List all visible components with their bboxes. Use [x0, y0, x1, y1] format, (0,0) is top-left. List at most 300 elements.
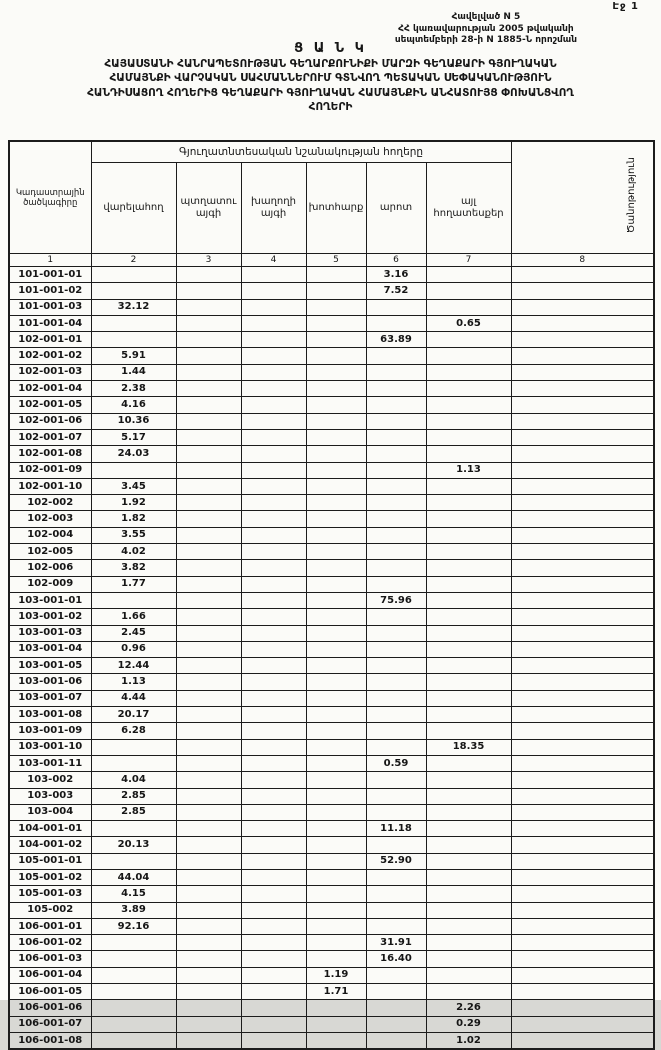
land-value-cell: 3.45 [91, 478, 176, 494]
land-value-cell [511, 788, 654, 804]
land-value-cell [241, 869, 306, 885]
cadastral-code-cell: 101-001-04 [9, 315, 91, 331]
land-value-cell [306, 837, 366, 853]
cadastral-code-cell: 103-001-01 [9, 592, 91, 608]
table-row [9, 592, 654, 608]
land-value-cell: 3.55 [91, 527, 176, 543]
land-value-cell [366, 902, 426, 918]
land-value-cell [426, 527, 511, 543]
land-value-cell [306, 429, 366, 445]
land-value-cell [241, 462, 306, 478]
land-value-cell [426, 283, 511, 299]
table-row [9, 364, 654, 380]
column-number-8: 8 [511, 254, 654, 267]
land-value-cell [176, 869, 241, 885]
cadastral-code-cell: 106-001-03 [9, 951, 91, 967]
table-row [9, 332, 654, 348]
land-value-cell [306, 902, 366, 918]
land-value-cell [176, 511, 241, 527]
land-value-cell [366, 527, 426, 543]
land-value-cell [511, 625, 654, 641]
land-value-cell [366, 674, 426, 690]
land-value-cell [306, 283, 366, 299]
land-value-cell [426, 772, 511, 788]
land-value-cell [306, 511, 366, 527]
land-value-cell [426, 658, 511, 674]
land-value-cell [426, 446, 511, 462]
land-value-cell [176, 267, 241, 283]
table-row [9, 935, 654, 951]
land-value-cell [176, 837, 241, 853]
subtitle-line-2: ՀԱՄԱՅՆՔԻ ՎԱՐՉԱԿԱՆ ՍԱՀՄԱՆՆԵՐՈՒՄ ԳՏՆՎՈՂ ՊԵՏԱԿԱՆ ՍԵՓԱԿԱՆՈՒԹՅՈՒՆ [109, 72, 552, 85]
land-value-cell [426, 902, 511, 918]
cadastral-code-cell: 103-002 [9, 772, 91, 788]
land-value-cell [176, 364, 241, 380]
land-value-cell: 1.02 [426, 1032, 511, 1049]
land-value-cell: 1.82 [91, 511, 176, 527]
land-value-cell: 1.13 [426, 462, 511, 478]
land-value-cell [511, 658, 654, 674]
land-value-cell: 24.03 [91, 446, 176, 462]
cadastral-code-cell: 105-002 [9, 902, 91, 918]
land-value-cell [426, 984, 511, 1000]
land-value-cell [511, 576, 654, 592]
land-value-cell [366, 641, 426, 657]
land-value-cell: 44.04 [91, 869, 176, 885]
land-value-cell [511, 984, 654, 1000]
land-value-cell: 52.90 [366, 853, 426, 869]
land-value-cell: 12.44 [91, 658, 176, 674]
land-value-cell: 92.16 [91, 918, 176, 934]
land-value-cell [176, 723, 241, 739]
land-value-cell [176, 332, 241, 348]
land-value-cell: 16.40 [366, 951, 426, 967]
cadastral-code-cell: 102-006 [9, 560, 91, 576]
column-header-vineyard: խաղողի այգի [241, 163, 306, 254]
land-value-cell [306, 397, 366, 413]
land-value-cell [306, 658, 366, 674]
land-value-cell [306, 1000, 366, 1016]
land-value-cell [91, 283, 176, 299]
table-row [9, 984, 654, 1000]
land-value-cell [306, 918, 366, 934]
land-value-cell [176, 674, 241, 690]
land-value-cell [176, 1000, 241, 1016]
land-value-cell [91, 951, 176, 967]
land-value-cell [511, 951, 654, 967]
land-value-cell [241, 1032, 306, 1049]
land-value-cell: 3.82 [91, 560, 176, 576]
land-value-cell [426, 429, 511, 445]
column-number-1: 1 [9, 254, 91, 267]
land-value-cell [241, 1000, 306, 1016]
land-value-cell [426, 576, 511, 592]
land-value-cell [241, 397, 306, 413]
code-column-header: Կադաստրային ծածկագիրը [9, 141, 91, 254]
land-value-cell [91, 332, 176, 348]
land-value-cell: 0.29 [426, 1016, 511, 1032]
note-column-header: Ծանոթություն [626, 157, 638, 234]
land-value-cell [176, 576, 241, 592]
land-value-cell [241, 837, 306, 853]
table-row [9, 283, 654, 299]
land-value-cell [511, 364, 654, 380]
land-value-cell [366, 739, 426, 755]
land-value-cell: 20.17 [91, 707, 176, 723]
table-row [9, 918, 654, 934]
land-value-cell [91, 967, 176, 983]
table-row [9, 674, 654, 690]
cadastral-code-cell: 104-001-02 [9, 837, 91, 853]
land-value-cell [241, 429, 306, 445]
land-value-cell [366, 576, 426, 592]
land-value-cell [306, 886, 366, 902]
land-value-cell [366, 348, 426, 364]
land-value-cell: 3.16 [366, 267, 426, 283]
land-value-cell [241, 446, 306, 462]
land-value-cell [511, 723, 654, 739]
land-value-cell [426, 804, 511, 820]
land-value-cell [426, 625, 511, 641]
column-number-6: 6 [366, 254, 426, 267]
land-value-cell [306, 348, 366, 364]
land-value-cell [366, 495, 426, 511]
land-value-cell [426, 821, 511, 837]
land-value-cell [366, 1032, 426, 1049]
land-value-cell [426, 707, 511, 723]
land-value-cell [306, 527, 366, 543]
cadastral-code-cell: 103-004 [9, 804, 91, 820]
land-value-cell: 4.16 [91, 397, 176, 413]
land-value-cell [426, 478, 511, 494]
cadastral-code-cell: 102-001-02 [9, 348, 91, 364]
land-value-cell [91, 821, 176, 837]
land-value-cell [511, 821, 654, 837]
land-value-cell [241, 902, 306, 918]
cadastral-code-cell: 104-001-01 [9, 821, 91, 837]
cadastral-code-cell: 102-001-07 [9, 429, 91, 445]
table-row [9, 495, 654, 511]
land-value-cell: 2.85 [91, 788, 176, 804]
land-value-cell [366, 788, 426, 804]
table-row [9, 315, 654, 331]
cadastral-code-cell: 102-001-06 [9, 413, 91, 429]
land-value-cell [426, 592, 511, 608]
land-value-cell [306, 478, 366, 494]
cadastral-code-cell: 103-001-03 [9, 625, 91, 641]
land-value-cell [306, 1016, 366, 1032]
column-header-other-lands: այլ հողատեսքեր [426, 163, 511, 254]
document-subtitle [0, 57, 661, 115]
column-number-4: 4 [241, 254, 306, 267]
land-table [8, 140, 655, 1050]
cadastral-code-cell: 101-001-01 [9, 267, 91, 283]
table-row [9, 902, 654, 918]
land-value-cell [426, 413, 511, 429]
land-value-cell [426, 837, 511, 853]
cadastral-code-cell: 102-001-03 [9, 364, 91, 380]
cadastral-code-cell: 102-001-01 [9, 332, 91, 348]
land-value-cell [241, 723, 306, 739]
land-value-cell [241, 299, 306, 315]
column-number-row [9, 254, 654, 267]
land-value-cell [241, 283, 306, 299]
table-body [9, 267, 654, 1050]
note-column-header-cell [511, 141, 654, 254]
land-value-cell [306, 381, 366, 397]
table-row [9, 853, 654, 869]
table-row [9, 527, 654, 543]
land-value-cell [366, 804, 426, 820]
cadastral-code-cell: 103-001-04 [9, 641, 91, 657]
table-row [9, 625, 654, 641]
land-value-cell [511, 283, 654, 299]
table-row [9, 967, 654, 983]
land-value-cell: 1.19 [306, 967, 366, 983]
land-value-cell [426, 495, 511, 511]
table-row [9, 641, 654, 657]
land-value-cell [176, 755, 241, 771]
land-value-cell [306, 804, 366, 820]
land-value-cell: 0.59 [366, 755, 426, 771]
land-value-cell [306, 462, 366, 478]
land-value-cell [306, 935, 366, 951]
land-value-cell [306, 544, 366, 560]
land-value-cell [306, 690, 366, 706]
land-value-cell: 20.13 [91, 837, 176, 853]
cadastral-code-cell: 102-003 [9, 511, 91, 527]
land-value-cell [306, 739, 366, 755]
land-value-cell [241, 772, 306, 788]
cadastral-code-cell: 103-001-08 [9, 707, 91, 723]
land-value-cell [426, 674, 511, 690]
land-value-cell [176, 902, 241, 918]
table-row [9, 886, 654, 902]
land-value-cell [366, 1000, 426, 1016]
land-value-cell: 11.18 [366, 821, 426, 837]
land-value-cell [241, 984, 306, 1000]
land-value-cell [306, 772, 366, 788]
column-number-5: 5 [306, 254, 366, 267]
land-value-cell [176, 772, 241, 788]
land-value-cell [366, 364, 426, 380]
land-value-cell [366, 299, 426, 315]
land-value-cell [241, 544, 306, 560]
land-value-cell [511, 674, 654, 690]
land-value-cell [306, 446, 366, 462]
land-value-cell [426, 690, 511, 706]
land-value-cell [176, 283, 241, 299]
land-value-cell [241, 625, 306, 641]
land-value-cell: 2.38 [91, 381, 176, 397]
group-header-row [9, 141, 654, 163]
cadastral-code-cell: 103-001-11 [9, 755, 91, 771]
land-value-cell [176, 348, 241, 364]
land-value-cell [511, 837, 654, 853]
land-value-cell [366, 625, 426, 641]
subtitle-line-3: ՀԱՆԴԻՍԱՑՈՂ ՀՈՂԵՐԻՑ ԳԵՂԱՔԱՐԻ ԳՅՈՒՂԱԿԱՆ ՀԱՄԱՅՆՔԻՆ ԱՆՀԱՏՈՒՅՑ ՓՈԽԱՆՑՎՈՂ [87, 86, 574, 99]
land-value-cell [241, 267, 306, 283]
column-number-7: 7 [426, 254, 511, 267]
land-value-cell [176, 544, 241, 560]
land-value-cell: 1.66 [91, 609, 176, 625]
land-value-cell [241, 739, 306, 755]
land-value-cell [366, 609, 426, 625]
cadastral-code-cell: 101-001-03 [9, 299, 91, 315]
land-value-cell [511, 609, 654, 625]
land-value-cell [241, 609, 306, 625]
land-value-cell [176, 429, 241, 445]
table-row [9, 429, 654, 445]
cadastral-code-cell: 102-001-08 [9, 446, 91, 462]
table-row [9, 739, 654, 755]
land-value-cell [511, 560, 654, 576]
land-value-cell [241, 413, 306, 429]
land-value-cell [426, 886, 511, 902]
land-value-cell [241, 935, 306, 951]
land-value-cell [366, 429, 426, 445]
cadastral-code-cell: 105-001-02 [9, 869, 91, 885]
page-number: Էջ 1 [612, 1, 639, 12]
land-value-cell [511, 511, 654, 527]
land-value-cell: 2.26 [426, 1000, 511, 1016]
land-value-cell [176, 918, 241, 934]
land-value-cell [176, 804, 241, 820]
land-value-cell [366, 690, 426, 706]
land-value-cell [511, 527, 654, 543]
land-value-cell: 0.65 [426, 315, 511, 331]
land-value-cell [241, 967, 306, 983]
cadastral-code-cell: 103-001-06 [9, 674, 91, 690]
land-value-cell [241, 364, 306, 380]
land-value-cell [176, 495, 241, 511]
land-value-cell [91, 1032, 176, 1049]
land-value-cell [366, 869, 426, 885]
land-value-cell [426, 788, 511, 804]
land-value-cell [426, 511, 511, 527]
cadastral-code-cell: 102-009 [9, 576, 91, 592]
column-header-hayfield: խոտհարք [306, 163, 366, 254]
land-value-cell: 0.96 [91, 641, 176, 657]
cadastral-code-cell: 106-001-06 [9, 1000, 91, 1016]
cadastral-code-cell: 106-001-02 [9, 935, 91, 951]
land-value-cell [426, 609, 511, 625]
land-value-cell [241, 755, 306, 771]
document-title: Ց Ա Ն Կ [294, 41, 367, 56]
land-value-cell [241, 592, 306, 608]
cadastral-code-cell: 102-004 [9, 527, 91, 543]
land-value-cell [241, 478, 306, 494]
land-value-cell [241, 804, 306, 820]
land-value-cell [511, 886, 654, 902]
land-value-cell [511, 315, 654, 331]
land-value-cell [176, 984, 241, 1000]
table-row [9, 869, 654, 885]
cadastral-code-cell: 103-003 [9, 788, 91, 804]
land-value-cell [306, 364, 366, 380]
cadastral-code-cell: 106-001-05 [9, 984, 91, 1000]
land-value-cell: 2.85 [91, 804, 176, 820]
cadastral-code-cell: 102-001-10 [9, 478, 91, 494]
cadastral-code-cell: 103-001-09 [9, 723, 91, 739]
land-value-cell [366, 658, 426, 674]
land-value-cell [511, 853, 654, 869]
land-value-cell [91, 267, 176, 283]
land-value-cell [241, 348, 306, 364]
land-value-cell [511, 544, 654, 560]
land-value-cell [511, 478, 654, 494]
cadastral-code-cell: 106-001-04 [9, 967, 91, 983]
land-value-cell [306, 641, 366, 657]
land-value-cell: 63.89 [366, 332, 426, 348]
cadastral-code-cell: 101-001-02 [9, 283, 91, 299]
annex-line-3: սեպտեմբերի 28-ի N 1885-Ն որոշման [394, 35, 577, 46]
land-value-cell [366, 723, 426, 739]
land-value-cell [426, 967, 511, 983]
land-value-cell [511, 1016, 654, 1032]
land-value-cell: 4.04 [91, 772, 176, 788]
land-value-cell [176, 967, 241, 983]
land-value-cell: 3.89 [91, 902, 176, 918]
land-value-cell [176, 707, 241, 723]
table-row [9, 1032, 654, 1049]
land-value-cell [306, 592, 366, 608]
land-value-cell [241, 641, 306, 657]
land-value-cell [511, 592, 654, 608]
table-row [9, 478, 654, 494]
table-row [9, 267, 654, 283]
land-value-cell [176, 935, 241, 951]
table-row [9, 755, 654, 771]
table-row [9, 348, 654, 364]
land-value-cell [241, 821, 306, 837]
land-value-cell [511, 869, 654, 885]
land-value-cell [241, 951, 306, 967]
land-value-cell: 75.96 [366, 592, 426, 608]
land-value-cell [306, 332, 366, 348]
land-value-cell [91, 462, 176, 478]
land-value-cell: 1.92 [91, 495, 176, 511]
land-value-cell: 5.17 [91, 429, 176, 445]
land-value-cell [176, 413, 241, 429]
land-value-cell [366, 918, 426, 934]
land-value-cell [91, 592, 176, 608]
table-row [9, 1016, 654, 1032]
annex-line-2: ՀՀ կառավարության 2005 թվականի [398, 23, 574, 34]
land-value-cell [306, 788, 366, 804]
cadastral-code-cell: 106-001-01 [9, 918, 91, 934]
table-row [9, 804, 654, 820]
land-value-cell [241, 527, 306, 543]
land-value-cell [241, 707, 306, 723]
land-value-cell [241, 315, 306, 331]
land-value-cell [176, 592, 241, 608]
cadastral-code-cell: 102-001-04 [9, 381, 91, 397]
land-value-cell [176, 315, 241, 331]
land-value-cell [426, 853, 511, 869]
cadastral-code-cell: 103-001-07 [9, 690, 91, 706]
table-row [9, 951, 654, 967]
land-value-cell [366, 886, 426, 902]
column-header-arable: վարելահող [91, 163, 176, 254]
cadastral-code-cell: 102-001-09 [9, 462, 91, 478]
table-row [9, 690, 654, 706]
land-value-cell [241, 576, 306, 592]
cadastral-code-cell: 106-001-07 [9, 1016, 91, 1032]
land-value-cell [511, 495, 654, 511]
land-value-cell [366, 478, 426, 494]
land-value-cell [511, 332, 654, 348]
